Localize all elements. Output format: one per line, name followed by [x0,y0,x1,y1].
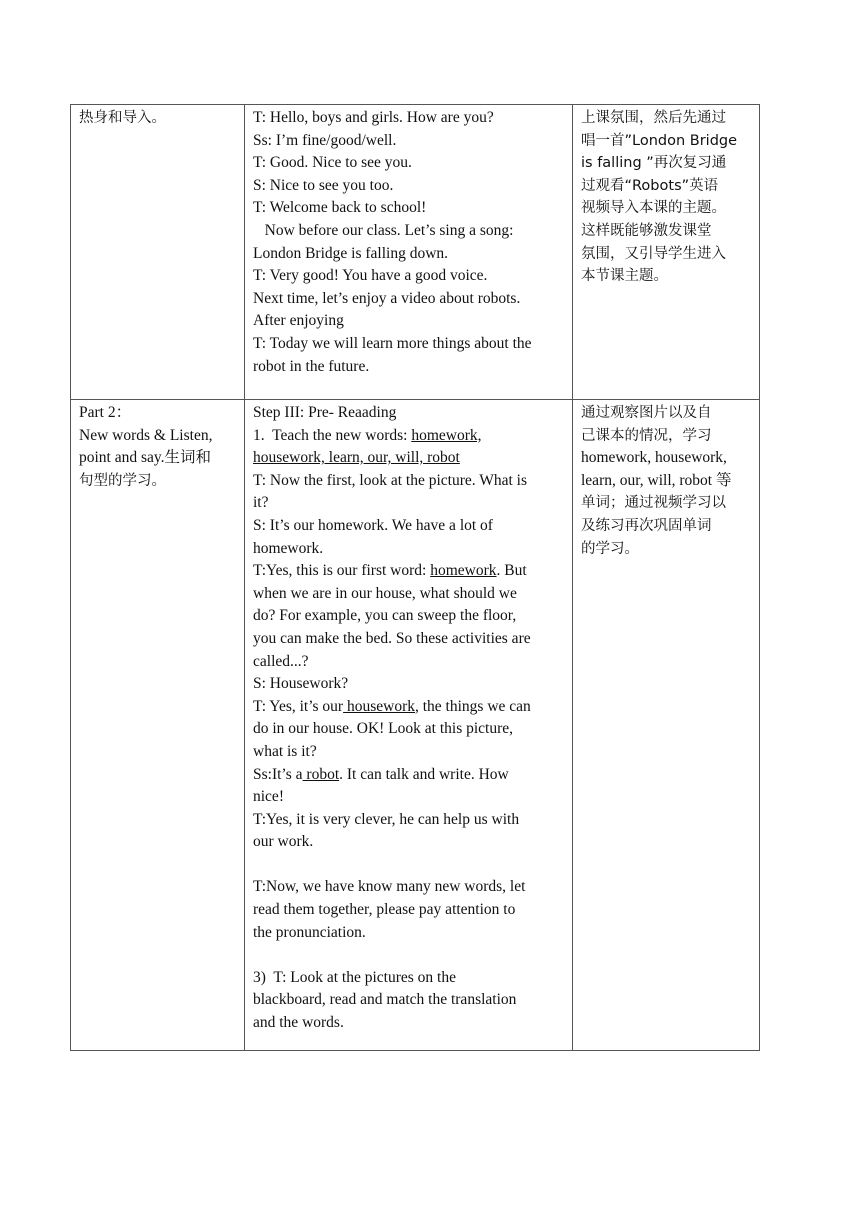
procedure-line: T: Good. Nice to see you. [253,154,412,172]
procedure-text: , the things we can [415,697,531,715]
procedure-line: After enjoying [253,312,344,330]
purpose-line: 己课本的情况，学习 [581,427,712,444]
blank-line [253,854,565,877]
table-row [71,105,760,400]
procedure-line: S: It’s our homework. We have a lot of [253,516,493,534]
procedure-line: read them together, please pay attention to [253,901,516,919]
procedure-line: the pronunciation. [253,923,366,941]
procedure-line: do? For example, you can sweep the floor, [253,607,517,625]
procedure-line: it? [253,494,269,512]
purpose-line: 及练习再次巩固单词 [581,517,712,534]
purpose-line: 单词；通过视频学习以 [581,495,726,512]
procedure-line [253,560,565,583]
purpose-line: 本节课主题。 [581,268,668,285]
table-row [71,400,760,1051]
part-label: New words & Listen, [79,426,213,444]
procedure-text: . It can talk and write. How [339,765,509,783]
procedure-line: Now before our class. Let’s sing a song: [253,221,514,239]
procedure-text: T:Yes, this is our first word: [253,562,431,580]
procedure-line: nice! [253,788,284,806]
purpose-line: 通过观察图片以及自 [581,405,712,421]
vocab-underlined: housework [343,697,415,715]
purpose-cell [573,400,760,1051]
vocab-underlined: housework, learn, our, will, robot [253,449,460,467]
procedure-line: S: Nice to see you too. [253,176,394,194]
part-label: 热身和导入。 [79,110,166,126]
procedure-line: Step III: Pre- Reaading [253,404,397,421]
vocab-underlined: homework, [411,426,482,444]
lesson-plan-table [70,104,760,1051]
procedure-line [253,425,565,448]
part-cell [71,400,245,1051]
procedure-cell [245,400,573,1051]
procedure-line: 3) T: Look at the pictures on the [253,968,456,986]
purpose-line: 这样既能够激发课堂 [581,222,712,239]
procedure-line: homework. [253,539,324,557]
procedure-line: called...? [253,652,309,670]
procedure-line: when we are in our house, what should we [253,584,517,602]
procedure-line: S: Housework? [253,675,349,693]
procedure-line: T:Yes, it is very clever, he can help us with [253,810,520,828]
procedure-line: you can make the bed. So these activities are [253,629,531,647]
purpose-cell [573,105,760,400]
part-label: Part 2： [79,404,132,421]
procedure-line: Ss: I’m fine/good/well. [253,131,397,149]
procedure-line: and the words. [253,1014,344,1032]
purpose-line: 上课氛围，然后先通过 [581,110,726,126]
procedure-line: T: Today we will learn more things about the [253,334,532,352]
procedure-line: blackboard, read and match the translation [253,991,517,1009]
purpose-line: 过观看“Robots”英语 [581,177,719,194]
procedure-line: T:Now, we have know many new words, let [253,878,526,896]
procedure-line: T: Welcome back to school! [253,199,427,217]
procedure-text: T: Yes, it’s our [253,697,344,715]
purpose-line: is falling ”再次复习通 [581,155,727,172]
procedure-cell [245,105,573,400]
part-label: 句型的学习。 [79,472,166,489]
procedure-line: our work. [253,833,314,851]
procedure-line: T: Hello, boys and girls. How are you? [253,109,494,126]
procedure-text: . But [496,562,527,580]
purpose-line: 的学习。 [581,540,639,557]
blank-line [253,944,565,967]
procedure-line: London Bridge is falling down. [253,244,449,262]
procedure-line: T: Now the first, look at the picture. What is [253,471,528,489]
part-cell [71,105,245,400]
procedure-line: robot in the future. [253,357,370,375]
procedure-text: Ss:It’s a [253,765,303,783]
procedure-line [253,696,565,719]
purpose-line: 视频导入本课的主题。 [581,200,726,217]
part-label: point and say.生词和 [79,449,212,467]
procedure-line: T: Very good! You have a good voice. [253,267,488,285]
procedure-line [253,764,565,787]
procedure-text: 1. Teach the new words: [253,426,412,444]
purpose-line: learn, our, will, robot 等 [581,471,732,489]
vocab-underlined: robot [302,765,340,783]
procedure-line: what is it? [253,742,317,760]
purpose-line: homework, housework, [581,449,727,467]
purpose-line: 唱一首”London Bridge [581,132,738,149]
procedure-line: do in our house. OK! Look at this picture, [253,720,514,738]
purpose-line: 氛围，又引导学生进入 [581,245,726,262]
vocab-underlined: homework [430,562,497,580]
procedure-line: Next time, let’s enjoy a video about robots. [253,289,521,307]
